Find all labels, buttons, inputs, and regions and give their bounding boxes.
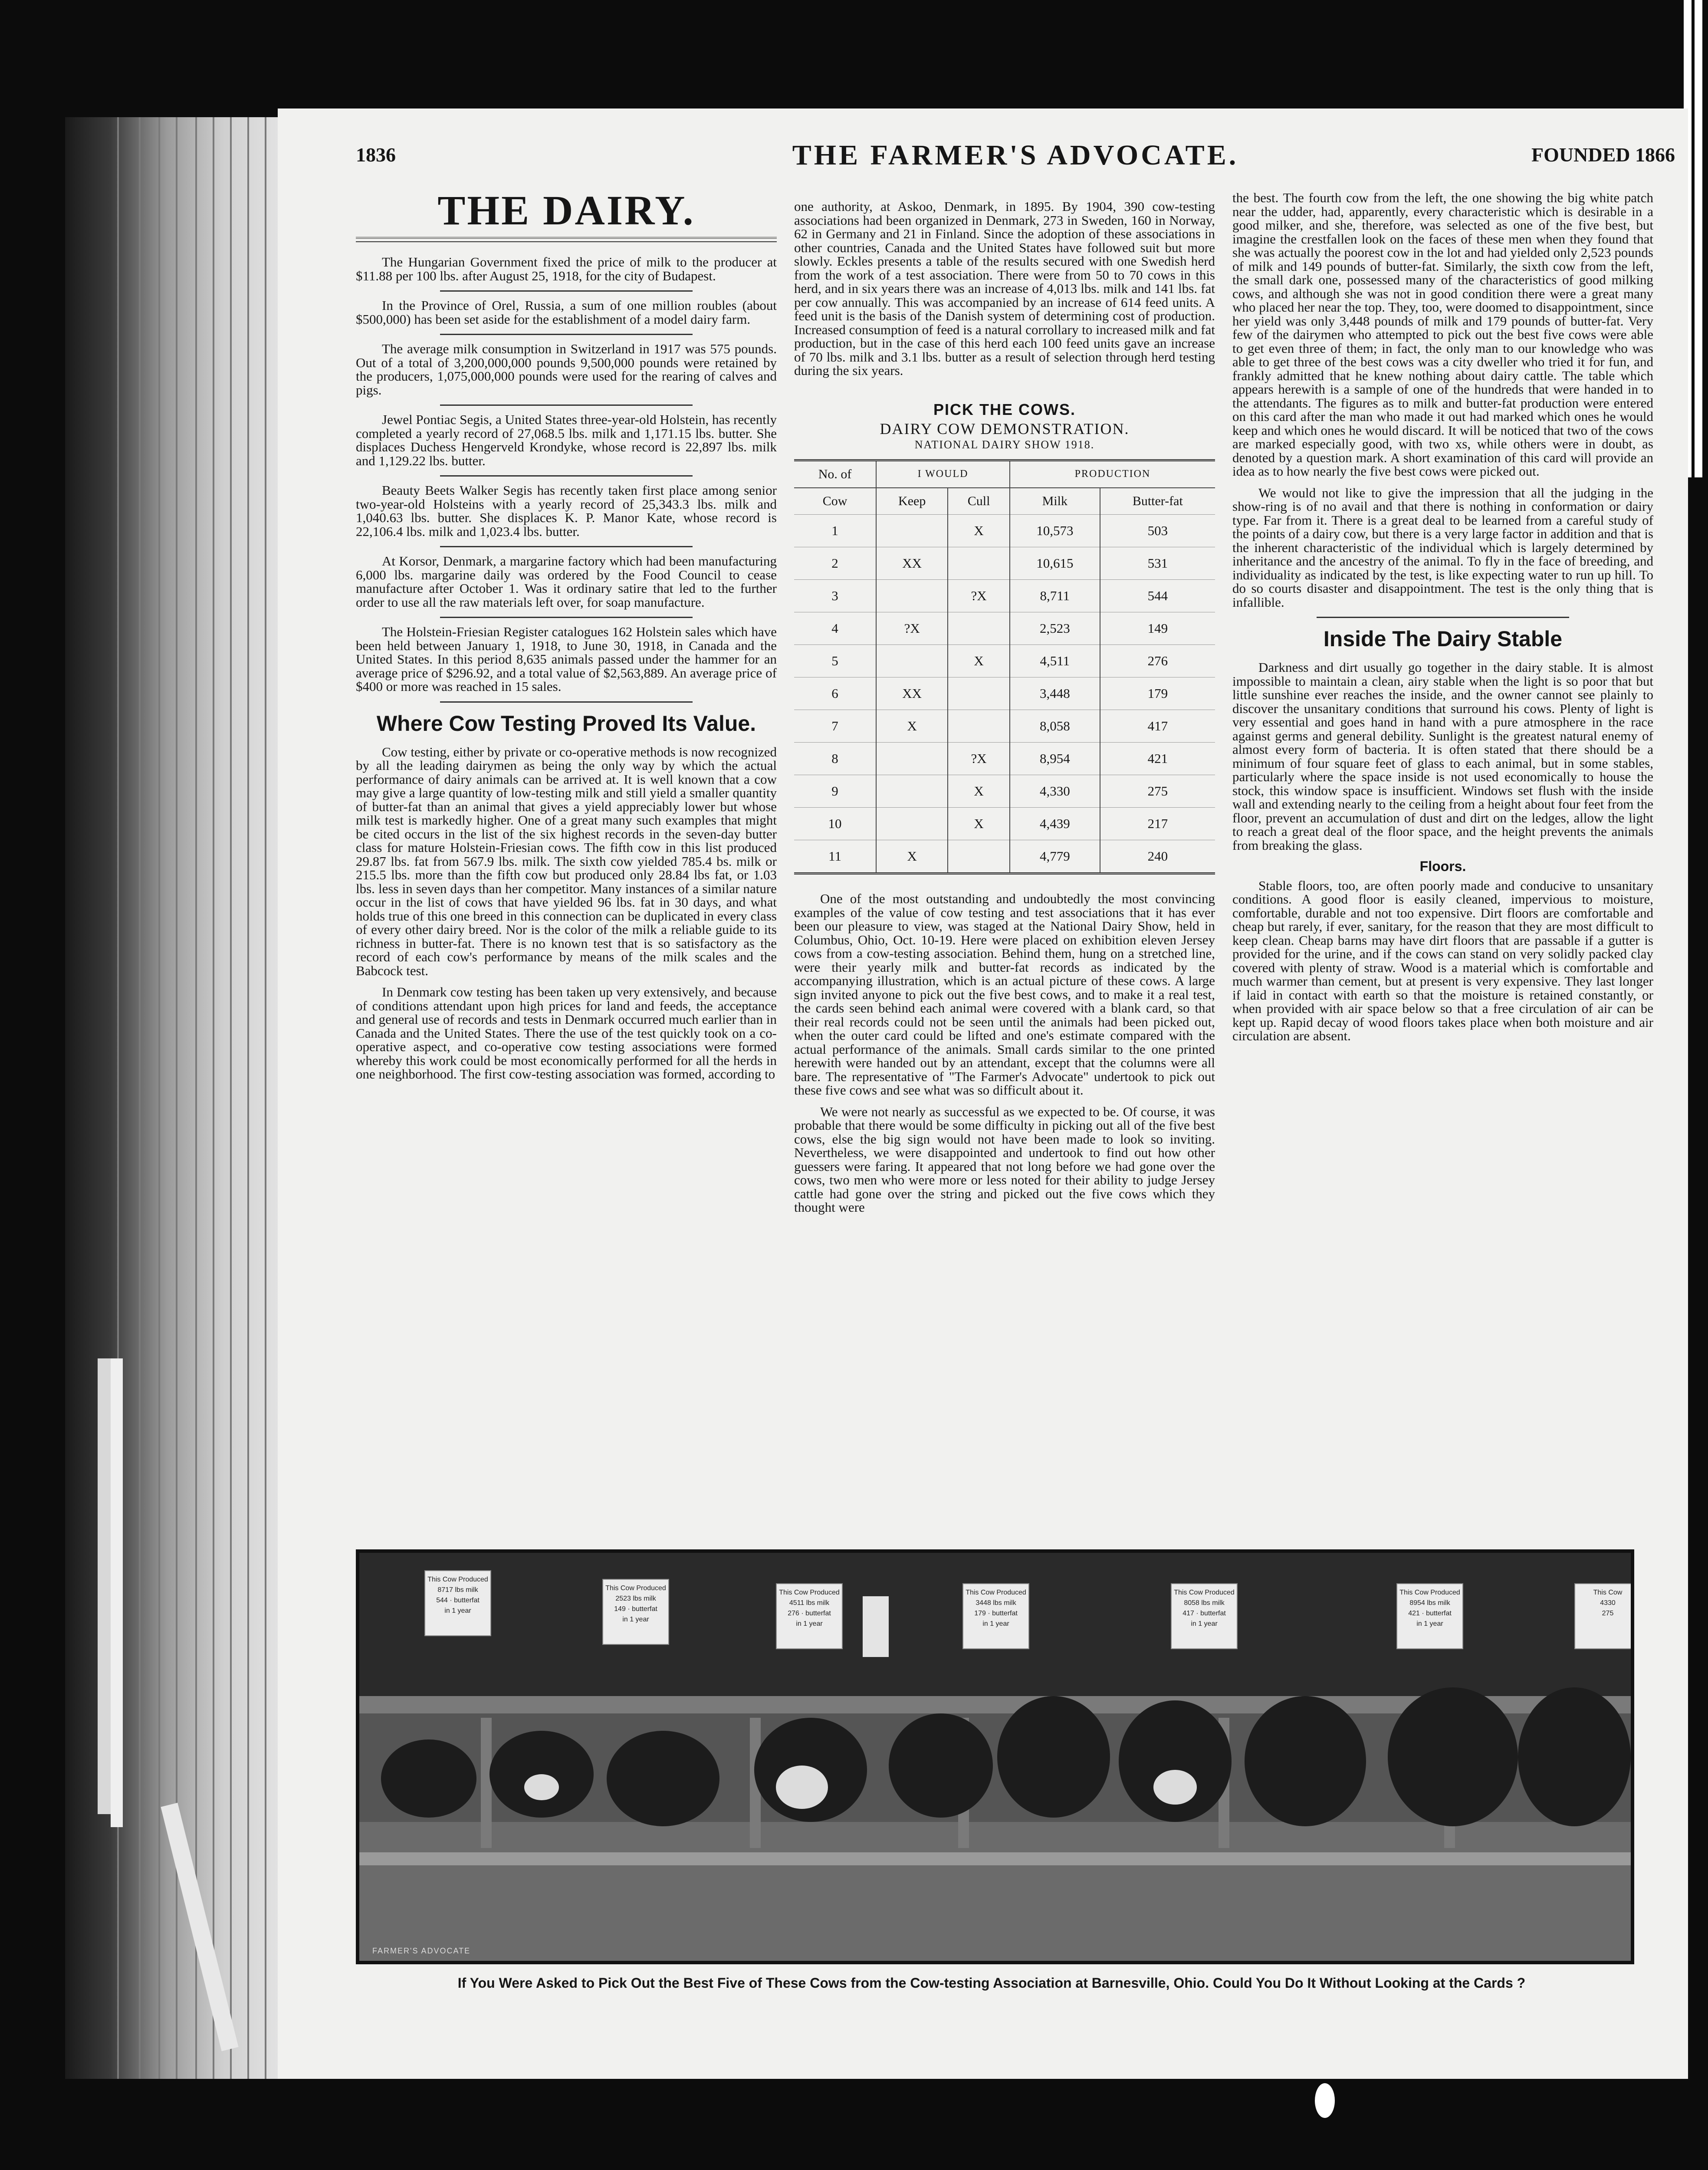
table-cell-milk: 8,954 bbox=[1010, 743, 1100, 775]
card-line2: 8717 lbs milk bbox=[437, 1586, 478, 1594]
table-cell-fat: 149 bbox=[1100, 612, 1215, 645]
table-cell-milk: 10,573 bbox=[1010, 515, 1100, 547]
table-cell-keep bbox=[876, 645, 948, 677]
table-cell-fat: 421 bbox=[1100, 743, 1215, 775]
photo-caption: If You Were Asked to Pick Out the Best Five of These Cows from the Cow-testing Association at Barnesville, Ohio. Could You Do It Without Looking at the Cards ? bbox=[457, 1975, 1526, 1991]
record-card bbox=[424, 1570, 491, 1636]
table-cell-milk: 8,711 bbox=[1010, 580, 1100, 612]
table-row bbox=[794, 775, 1215, 808]
table-cell-cull: X bbox=[948, 808, 1010, 840]
column-3 bbox=[1232, 191, 1653, 1051]
record-card bbox=[962, 1583, 1029, 1649]
table-cell-milk: 8,058 bbox=[1010, 710, 1100, 743]
table-cell-cull bbox=[948, 677, 1010, 710]
newspaper-page bbox=[278, 108, 1688, 2079]
card-line2: 8058 lbs milk bbox=[1184, 1599, 1225, 1607]
card-line1: This Cow Produced bbox=[966, 1589, 1026, 1596]
table-row bbox=[794, 840, 1215, 874]
masthead: THE FARMER'S ADVOCATE. bbox=[792, 139, 1239, 171]
table-cell-cow: 7 bbox=[794, 710, 876, 743]
table-cell-cull: X bbox=[948, 645, 1010, 677]
table-row bbox=[794, 645, 1215, 677]
article-paragraph: One of the most outstanding and undoubtedly the most convincing examples of the value of cow testing and test associations that it has ever been our pleasure to view, was staged at the National Dairy Show, held in Columbus, Ohio, Oct. 10-19. Here were placed on exhibition eleven Jersey cows from a cow-testing association. Behind them, hung on a stretched line, were their yearly milk and butter-fat records as indicated by the accompanying illustration, which is an actual picture of these cows. A large sign invited anyone to pick out the five best cows, and to make it a real test, the cards seen behind each animal were covered with a blank card, so that their real records could not be seen until the animals had been picked out, when the outer card could be lifted and one's estimate compared with the actual performance of the animals. Small cards similar to the one printed herewith were handed out by an attendant, except that the columns were all bare. The representative of "The Farmer's Advocate" undertook to pick out these five cows and see what was so difficult about it. bbox=[794, 891, 1215, 1098]
table-cell-cow: 1 bbox=[794, 515, 876, 547]
news-item: The average milk consumption in Switzerland in 1917 was 575 pounds. Out of a total of 3,200,000,000 pounds 9,500,000 pounds were retained by the producers, 1,075,000,000 pounds were used for the rearing of calves and pigs. bbox=[356, 341, 777, 398]
table-cell-fat: 275 bbox=[1100, 775, 1215, 808]
card-line4: in 1 year bbox=[622, 1616, 649, 1623]
article-paragraph: In Denmark cow testing has been taken up very extensively, and because of conditions attendant upon high prices for land and feeds, the acceptance and general use of records and tests in Denmark occurred much earlier than in Canada and the United States. There the use of the test quickly took on a co-operative aspect, and co-operative cow testing associations were formed whereby this work could be most economically performed for all the herds in one neighborhood. The first cow-testing association was formed, according to bbox=[356, 984, 777, 1082]
table-cell-cow: 6 bbox=[794, 677, 876, 710]
table-cell-cull bbox=[948, 612, 1010, 645]
article-paragraph: We were not nearly as successful as we expected to be. Of course, it was probable that there would be some difficulty in picking out all of the five best cows, else the big sign would not have been made to look so inviting. Nevertheless, we were disappointed and undertook to find out how other guessers were faring. It appeared that not long before we had gone over the cows, two men who were more or less noted for their ability to judge Jersey cattle had gone over the string and picked out the five cows which they thought were bbox=[794, 1104, 1215, 1215]
card-line3: 149 · butterfat bbox=[614, 1605, 657, 1613]
table-row bbox=[794, 515, 1215, 547]
divider bbox=[440, 404, 693, 406]
founded-label: FOUNDED 1866 bbox=[1531, 144, 1675, 166]
article-paragraph: one authority, at Askoo, Denmark, in 1895. By 1904, 390 cow-testing associations had been organized in Denmark, 273 in Sweden, 160 in Norway, 62 in Germany and 21 in Finland. Since the adoption of these associations in other countries, Canada and the United States have followed suit but more slowly. Eckles presents a table of the results secured with one Swedish herd from the work of a test association. There were from 50 to 70 cows in this herd, and in six years there was an increase of 4,013 lbs. milk and 141 lbs. fat per cow annually. This was accompanied by an increase of 614 feed units. A feed unit is the basis of the Danish system of determining cost of production. Increased consumption of feed is a natural corrollary to increased milk and fat production, but in the case of this herd each 100 feed units gave an increase of 70 lbs. milk and 3.1 lbs. butter as a result of selection through herd testing during the six years. bbox=[794, 199, 1215, 378]
column-1 bbox=[356, 187, 777, 1089]
scan-mark bbox=[1315, 2083, 1335, 2118]
divider bbox=[440, 546, 693, 547]
article-paragraph: Cow testing, either by private or co-operative methods is now recognized by all the leading dairymen as being the only way by which the actual performance of dairy animals can be arrived at. It is well known that a cow may give a large quantity of low-testing milk and still yield a smaller quantity of butter-fat than an animal that gives a yield appreciably lower but whose milk test is markedly higher. One of a great many such examples that might be cited occurs in the list of the six highest records in the seven-day butter class for mature Holstein-Friesian cows. The fifth cow in this list produced 29.87 lbs. fat from 567.9 lbs. milk. The sixth cow yielded 785.4 bs. milk or 215.5 lbs. more than the fifth cow but produced only 28.84 lbs fat, or 1.03 lbs. less in seven days than her competitor. Many instances of a similar nature occur in the list of cows that have yielded 96 lbs. fat in 30 days, and what holds true of this one breed in this connection can be duplicated in every class of every other dairy breed. Nor is the color of the milk a reliable guide to its richness in butter-fat. There is no known test that is so satisfactory as the record of each cow's performance by means of the milk scales and the Babcock test. bbox=[356, 744, 777, 978]
card-line4: in 1 year bbox=[982, 1620, 1009, 1628]
article-paragraph: We would not like to give the impression that all the judging in the show-ring is of no avail and that there is nothing in conformation or dairy type. Far from it. There is a great deal to be learned from a careful study of the points of a dairy cow, but there is a very large factor in addition and that is the inherent characteristic of the individual which is largely determined by inheritance and the ancestry of the animal. To fly in the face of breeding, and individuality as indicated by the test, is like expecting water to run up hill. To do so courts disaster and disappointment. The test is the only thing that is infallible. bbox=[1232, 485, 1653, 610]
card-line4: in 1 year bbox=[796, 1620, 823, 1628]
card-line2: 4330 bbox=[1600, 1599, 1616, 1607]
table-header: Milk bbox=[1010, 488, 1100, 515]
table-cell-cull: X bbox=[948, 775, 1010, 808]
table-cell-fat: 276 bbox=[1100, 645, 1215, 677]
table-cell-fat: 503 bbox=[1100, 515, 1215, 547]
table-cell-fat: 544 bbox=[1100, 580, 1215, 612]
divider bbox=[440, 701, 693, 703]
news-item: Jewel Pontiac Segis, a United States three-year-old Holstein, has recently completed a yearly record of 27,068.5 lbs. milk and 1,171.15 lbs. butter. She displaces Duchess Hengerveld Krondyke, whose record is 22,897 lbs. milk and 1,129.22 lbs. butter. bbox=[356, 412, 777, 468]
divider bbox=[440, 475, 693, 477]
record-card bbox=[1171, 1583, 1238, 1649]
article-title: Inside The Dairy Stable bbox=[1323, 627, 1563, 651]
news-item: In the Province of Orel, Russia, a sum of one million roubles (about $500,000) has been set aside for the establishment of a model dairy farm. bbox=[356, 298, 777, 327]
cow-record-table bbox=[794, 459, 1215, 875]
table-header: I WOULD bbox=[876, 460, 1010, 488]
card-line4: in 1 year bbox=[444, 1607, 471, 1614]
table-cell-keep: XX bbox=[876, 547, 948, 580]
news-item: Beauty Beets Walker Segis has recently taken first place among senior two-year-old Holsteins with a yearly record of 25,343.3 lbs. milk and 1,040.63 lbs. butter. She displaces K. P. Manor Kate, whose record is 22,106.4 lbs. milk and 1,023.4 lbs. butter. bbox=[356, 483, 777, 539]
table-row bbox=[794, 547, 1215, 580]
card-line3: 544 · butterfat bbox=[436, 1597, 480, 1604]
column-2 bbox=[794, 200, 1215, 1222]
table-cell-cow: 3 bbox=[794, 580, 876, 612]
table-cell-cull: ?X bbox=[948, 580, 1010, 612]
news-item: The Holstein-Friesian Register catalogues 162 Holstein sales which have been held between January 1, 1918, to June 30, 1918, in Canada and the United States. In this period 8,635 animals passed under the hammer for an average price of $296.92, and a total value of $2,563,889. An average price of $400 or more was reached in 15 sales. bbox=[356, 624, 777, 694]
table-cell-cull bbox=[948, 710, 1010, 743]
table-cell-fat: 417 bbox=[1100, 710, 1215, 743]
table-cell-cull: X bbox=[948, 515, 1010, 547]
page-header bbox=[356, 139, 1675, 178]
table-cell-keep bbox=[876, 775, 948, 808]
table-header: Cow bbox=[822, 494, 847, 509]
record-card bbox=[776, 1583, 843, 1649]
record-card bbox=[1574, 1583, 1634, 1649]
card-line3: 417 · butterfat bbox=[1182, 1610, 1226, 1617]
table-row bbox=[794, 808, 1215, 840]
table-cell-milk: 10,615 bbox=[1010, 547, 1100, 580]
cows-photograph bbox=[356, 1549, 1634, 1964]
table-cell-cull bbox=[948, 547, 1010, 580]
subheading: Floors. bbox=[1419, 858, 1466, 874]
table-cell-cow: 9 bbox=[794, 775, 876, 808]
article-paragraph: Stable floors, too, are often poorly made and conducive to unsanitary conditions. A good floor is easily cleaned, impervious to moisture, comfortable, durable and not too expensive. Dirt floors are comfortable and cheap but rarely, if ever, sanitary, for the reason that they are most difficult to keep clean. Cheap barns may have dirt floors that are passable if a gutter is provided for the urine, and if the cows can stand on very solidly packed clay covered with plenty of straw. Wood is a material which is comfortable and much warmer than cement, but at present is very expensive. They last longer if laid in contact with earth so that the moisture is retained constantly, or when provided with air space below so that a free circulation of air can be kept up. Rapid decay of wood floors takes place when both moisture and air circulation are absent. bbox=[1232, 878, 1653, 1043]
card-line1: This Cow Produced bbox=[779, 1589, 840, 1596]
table-row bbox=[794, 612, 1215, 645]
table-header: No. of bbox=[794, 460, 876, 488]
table-cell-cow: 11 bbox=[794, 840, 876, 874]
table-cell-keep: XX bbox=[876, 677, 948, 710]
table-cell-cow: 10 bbox=[794, 808, 876, 840]
card-line3: 421 · butterfat bbox=[1408, 1610, 1452, 1617]
page-tab-light bbox=[111, 1358, 123, 1827]
photo-credit: FARMER'S ADVOCATE bbox=[372, 1946, 471, 1955]
page-number: 1836 bbox=[356, 144, 396, 166]
card-line2: 8954 lbs milk bbox=[1409, 1599, 1450, 1607]
table-cell-keep bbox=[876, 743, 948, 775]
table-row bbox=[794, 580, 1215, 612]
table-cell-fat: 240 bbox=[1100, 840, 1215, 874]
table-cell-cow: 5 bbox=[794, 645, 876, 677]
table-cell-milk: 4,779 bbox=[1010, 840, 1100, 874]
table-cell-milk: 4,439 bbox=[1010, 808, 1100, 840]
card-line2: 3448 lbs milk bbox=[976, 1599, 1016, 1607]
record-card bbox=[1396, 1583, 1463, 1649]
divider bbox=[440, 617, 693, 618]
table-row bbox=[794, 710, 1215, 743]
table-header: Butter-fat bbox=[1100, 488, 1215, 515]
table-header: PRODUCTION bbox=[1010, 460, 1215, 488]
article-paragraph: the best. The fourth cow from the left, the one showing the big white patch near the udder, had, apparently, every characteristic which is desirable in a good milker, and she, therefore, was selected as one of the five best, but imagine the crestfallen look on the faces of these men when they found that she was actually the poorest cow in the lot and had yielded only 2,523 pounds of milk and 149 pounds of butter-fat. Similarly, the sixth cow from the left, the small dark one, possessed many of the characteristics of good milking cows, and although she was not in good condition there were a great many who placed her near the top. They, too, were doomed to disappointment, since her yield was only 3,448 pounds of milk and 179 pounds of butter-fat. Very few of the dairymen who attempted to pick out the best five cows were able to get even three of them; in fact, the only man to our knowledge who was able to get three of the best cows was a city dweller who tried it for fun, and frankly admitted that he knew nothing about dairy cattle. The table which appears herewith is a sample of one of the hundreds that were handed in to the attendants. The figures as to milk and butter-fat production were entered on this card after the man who made it out had marked which ones he would keep and which ones he would discard. It will be noticed that two of the cows are marked especially good, with two xs, while others were in doubt, as denoted by a question mark. A short examination of this card will provide an idea as to how nearly the five best cows were picked out. bbox=[1232, 190, 1653, 479]
table-cell-milk: 4,511 bbox=[1010, 645, 1100, 677]
table-cell-cow: 8 bbox=[794, 743, 876, 775]
table-cell-keep bbox=[876, 808, 948, 840]
table-cell-cow: 2 bbox=[794, 547, 876, 580]
card-line1: This Cow Produced bbox=[1174, 1589, 1235, 1596]
table-row bbox=[794, 677, 1215, 710]
table-cell-milk: 3,448 bbox=[1010, 677, 1100, 710]
section-title: THE DAIRY. bbox=[437, 187, 695, 233]
page-tab bbox=[98, 1358, 111, 1814]
divider bbox=[440, 334, 693, 335]
table-cell-keep bbox=[876, 515, 948, 547]
divider bbox=[1317, 617, 1569, 618]
card-line4: in 1 year bbox=[1191, 1620, 1218, 1628]
table-row bbox=[794, 743, 1215, 775]
table-cell-fat: 217 bbox=[1100, 808, 1215, 840]
table-cell-keep: ?X bbox=[876, 612, 948, 645]
card-line4: in 1 year bbox=[1416, 1620, 1443, 1628]
article-paragraph: Darkness and dirt usually go together in the dairy stable. It is almost impossible to maintain a clean, airy stable when the light is so poor that but little sunshine ever reaches the inside, and the owner cannot see plainly to discover the unsanitary conditions that surround his cows. Plenty of light is very essential and goes hand in hand with a pure atmosphere in the race against germs and general debility. Sunlight is the greatest natural enemy of almost every form of bacteria. It is often stated that there should be a minimum of four square feet of glass to each animal, but in some stables, particularly where the space inside is not used economically to house the stock, this window space is insufficient. Windows set flush with the inside wall and extending nearly to the ceiling from a height about four feet from the floor, prevent an accumulation of dust and dirt on the ledges, allow the light to reach a great deal of the floor space, and the height prevents the animals from breaking the glass. bbox=[1232, 660, 1653, 853]
card-line1: This Cow Produced bbox=[1399, 1589, 1460, 1596]
scan-edge bbox=[1695, 0, 1702, 477]
table-cell-cull: ?X bbox=[948, 743, 1010, 775]
table-cell-keep bbox=[876, 580, 948, 612]
card-line1: This Cow Produced bbox=[427, 1576, 488, 1583]
table-cell-milk: 4,330 bbox=[1010, 775, 1100, 808]
divider bbox=[440, 290, 693, 292]
card-line3: 276 · butterfat bbox=[788, 1610, 831, 1617]
news-item: At Korsor, Denmark, a margarine factory which had been manufacturing 6,000 lbs. margarine daily was ordered by the Food Council to cease manufacture after October 1. Was it ordinary satire that led to the further order to use all the raw materials left over, for soap manufacture. bbox=[356, 553, 777, 610]
table-cell-milk: 2,523 bbox=[1010, 612, 1100, 645]
table-cell-cull bbox=[948, 840, 1010, 874]
show-heading: NATIONAL DAIRY SHOW 1918. bbox=[914, 438, 1095, 451]
record-card bbox=[602, 1579, 669, 1645]
article-title: Where Cow Testing Proved Its Value. bbox=[376, 711, 756, 736]
table-cell-fat: 179 bbox=[1100, 677, 1215, 710]
table-cell-cow: 4 bbox=[794, 612, 876, 645]
card-line3: 275 bbox=[1602, 1610, 1614, 1617]
news-item: The Hungarian Government fixed the price of milk to the producer at $11.88 per 100 lbs. after August 25, 1918, for the city of Budapest. bbox=[356, 254, 777, 283]
card-line1: This Cow Produced bbox=[605, 1585, 666, 1592]
card-line2: 2523 lbs milk bbox=[615, 1595, 656, 1602]
table-header: Keep bbox=[876, 488, 948, 515]
card-line2: 4511 lbs milk bbox=[789, 1599, 830, 1607]
card-line1: This Cow bbox=[1593, 1589, 1623, 1596]
pick-heading: PICK THE COWS. bbox=[933, 400, 1076, 418]
title-rule bbox=[356, 237, 777, 242]
table-cell-fat: 531 bbox=[1100, 547, 1215, 580]
demo-heading: DAIRY COW DEMONSTRATION. bbox=[880, 420, 1130, 437]
table-cell-keep: X bbox=[876, 840, 948, 874]
table-cell-keep: X bbox=[876, 710, 948, 743]
table-header: Cull bbox=[948, 488, 1010, 515]
card-line3: 179 · butterfat bbox=[974, 1610, 1018, 1617]
